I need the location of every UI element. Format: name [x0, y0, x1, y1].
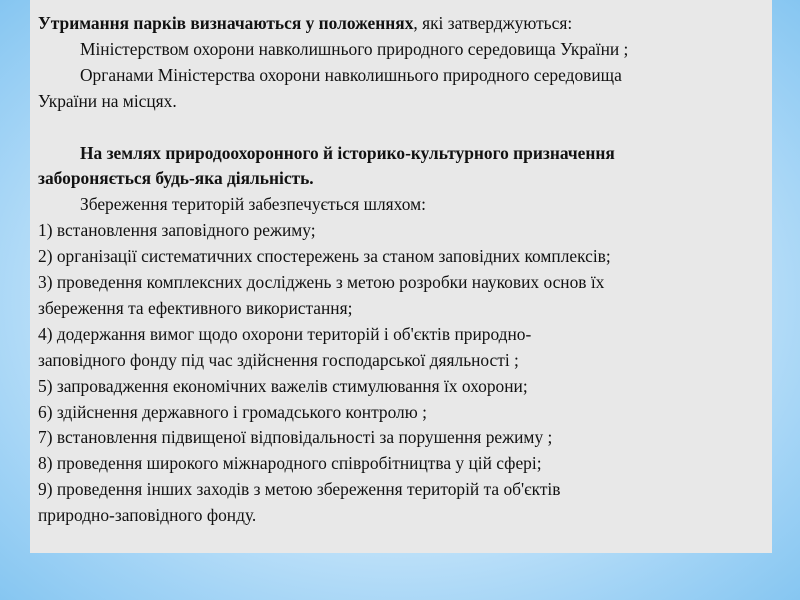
- list-line: 9) проведення інших заходів з метою збереження територій та об'єктів: [38, 479, 561, 500]
- list-line: 5) запровадження економічних важелів стимулювання їх охорони;: [38, 375, 528, 396]
- bold-lead: Утримання парків визначаються у положеннях: [38, 13, 414, 33]
- list-line: природно-заповідного фонду.: [38, 505, 257, 526]
- slide-text: [38, 11, 774, 529]
- lead-rest: , які затверджуються:: [413, 13, 573, 33]
- list-intro: Збереження територій забезпечується шляхом:: [80, 194, 426, 215]
- paragraph-2-line-1: [38, 141, 774, 167]
- paragraph-1-line-2: Міністерством охорони навколишнього природного середовища України ;: [80, 38, 629, 59]
- paragraph-1-line-4: України на місцях.: [38, 90, 177, 111]
- spacer: [38, 115, 774, 141]
- bold-text: На землях природоохоронного й історико-культурного призначення: [80, 142, 615, 163]
- list-line: 3) проведення комплексних досліджень з метою розробки наукових основ їх: [38, 272, 605, 293]
- list-line: 6) здійснення державного і громадського контролю ;: [38, 401, 427, 422]
- list-line: 1) встановлення заповідного режиму;: [38, 220, 316, 241]
- paragraph-2-line-2: [38, 166, 774, 192]
- paragraph-1-line-3: Органами Міністерства охорони навколишнього природного середовища: [80, 64, 622, 85]
- paragraph-1-line-1: [38, 11, 774, 37]
- list-line: 4) додержання вимог щодо охорони територій і об'єктів природно-: [38, 323, 532, 344]
- list-line: 7) встановлення підвищеної відповідальності за порушення режиму ;: [38, 427, 553, 448]
- bold-text: забороняється будь-яка діяльність.: [38, 168, 314, 189]
- list-line: збереження та ефективного використання;: [38, 297, 353, 318]
- list-line: 8) проведення широкого міжнародного співробітництва у цій сфері;: [38, 453, 542, 474]
- list-line: 2) організації систематичних спостережень за станом заповідних комплексів;: [38, 246, 611, 267]
- list-line: заповідного фонду під час здійснення господарської дяяльності ;: [38, 349, 519, 370]
